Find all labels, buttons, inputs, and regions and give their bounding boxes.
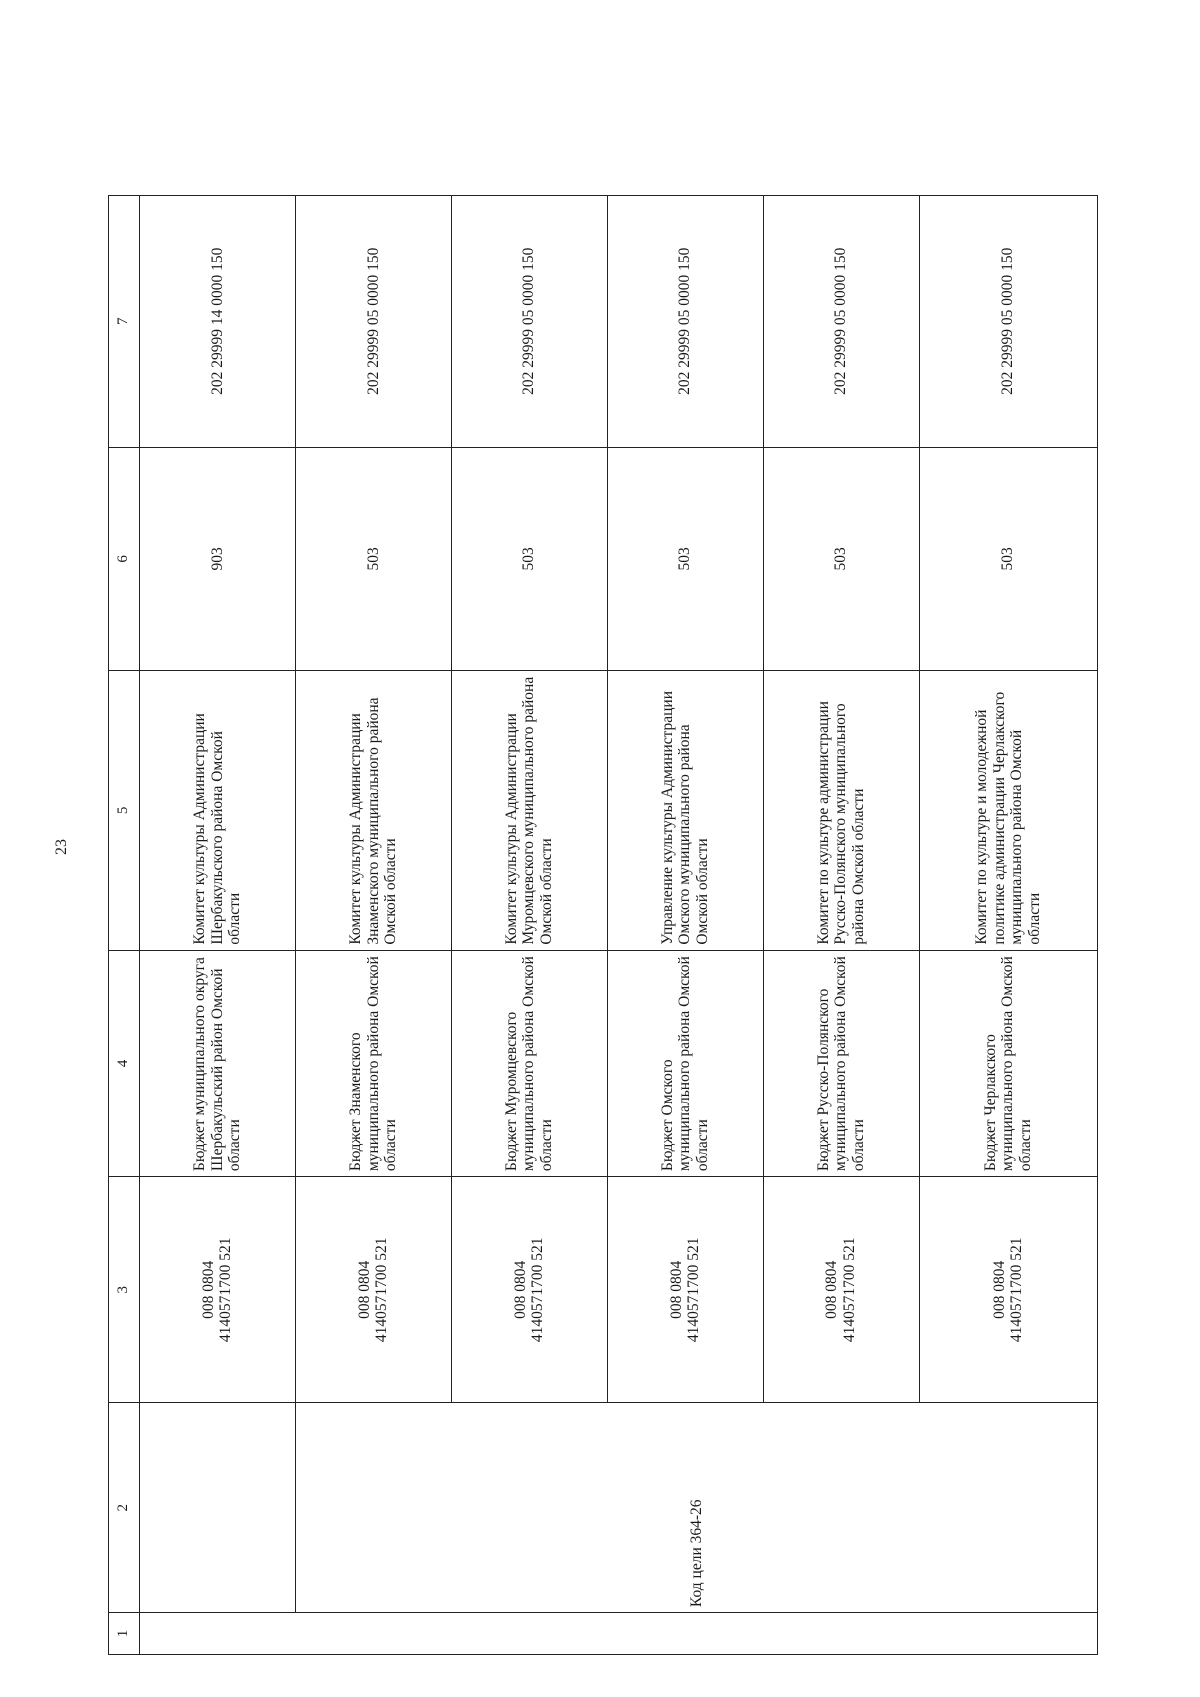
cell-budget-name: Бюджет муниципального округа Шербакульский район Омской области [140, 950, 296, 1176]
cell-admin-code: 503 [295, 447, 451, 671]
cell-administrator: Управление культуры Администрации Омского муниципального района Омской области [607, 671, 763, 951]
cell-admin-code: 503 [763, 447, 919, 671]
cell-administrator: Комитет культуры Администрации Знаменского муниципального района Омской области [295, 671, 451, 951]
classification-code-text: 008 0804 4140571700 521 [990, 1237, 1026, 1343]
column-header-3: 3 [109, 1177, 140, 1403]
cell-administrator: Комитет культуры Администрации Муромцевского муниципального района Омской области [451, 671, 607, 951]
cell-admin-code: 503 [607, 447, 763, 671]
cell-admin-code: 503 [451, 447, 607, 671]
table-row [295, 196, 451, 1655]
classification-code-text: 008 0804 4140571700 521 [667, 1237, 703, 1343]
table-container [108, 195, 1098, 1655]
cell-revenue-code: 202 29999 05 0000 150 [451, 196, 607, 448]
column-header-6: 6 [109, 447, 140, 671]
rotated-table-frame [108, 195, 1098, 1655]
cell-classification-code [919, 1177, 1097, 1403]
cell-revenue-code: 202 29999 05 0000 150 [607, 196, 763, 448]
classification-code-text: 008 0804 4140571700 521 [511, 1237, 547, 1343]
row-number-cell [140, 1613, 1098, 1655]
cell-revenue-code: 202 29999 14 0000 150 [140, 196, 296, 448]
cell-admin-code: 503 [919, 447, 1097, 671]
cell-classification-code [763, 1177, 919, 1403]
budget-transfer-table [108, 195, 1098, 1655]
cell-classification-code [607, 1177, 763, 1403]
table-row [140, 196, 296, 1655]
column-header-4: 4 [109, 950, 140, 1176]
page-number: 23 [53, 839, 70, 855]
target-code-cell-empty [140, 1403, 296, 1613]
column-header-5: 5 [109, 671, 140, 951]
cell-classification-code [451, 1177, 607, 1403]
cell-administrator: Комитет культуры Администрации Шербакульского района Омской области [140, 671, 296, 951]
cell-admin-code: 903 [140, 447, 296, 671]
cell-budget-name: Бюджет Муромцевского муниципального района Омской области [451, 950, 607, 1176]
cell-administrator: Комитет по культуре и молодежной политике администрации Черлакского муниципального района Омской области [919, 671, 1097, 951]
cell-budget-name: Бюджет Омского муниципального района Омской области [607, 950, 763, 1176]
cell-budget-name: Бюджет Русско-Полянского муниципального района Омской области [763, 950, 919, 1176]
header-row [109, 196, 140, 1655]
column-header-1: 1 [109, 1613, 140, 1655]
column-header-7: 7 [109, 196, 140, 448]
cell-revenue-code: 202 29999 05 0000 150 [763, 196, 919, 448]
cell-classification-code [140, 1177, 296, 1403]
target-code-cell: Код цели 364-26 [295, 1403, 1097, 1613]
cell-budget-name: Бюджет Знаменского муниципального района Омской области [295, 950, 451, 1176]
cell-budget-name: Бюджет Черлакского муниципального района Омской области [919, 950, 1097, 1176]
classification-code-text: 008 0804 4140571700 521 [199, 1237, 235, 1343]
classification-code-text: 008 0804 4140571700 521 [823, 1237, 859, 1343]
cell-classification-code [295, 1177, 451, 1403]
cell-revenue-code: 202 29999 05 0000 150 [919, 196, 1097, 448]
cell-revenue-code: 202 29999 05 0000 150 [295, 196, 451, 448]
classification-code-text: 008 0804 4140571700 521 [355, 1237, 391, 1343]
cell-administrator: Комитет по культуре администрации Русско-Полянского муниципального района Омской области [763, 671, 919, 951]
column-header-2: 2 [109, 1403, 140, 1613]
